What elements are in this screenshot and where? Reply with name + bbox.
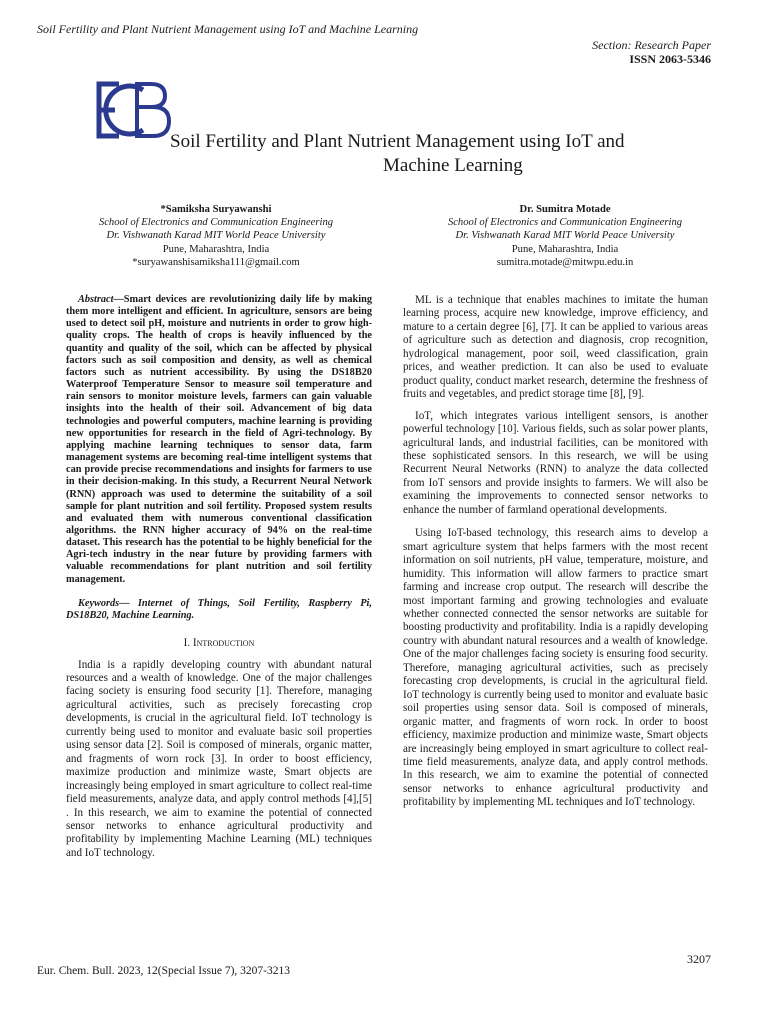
page-number: 3207 (687, 952, 711, 966)
abstract-label: Abstract (78, 294, 114, 305)
abstract-dash: — (113, 294, 124, 305)
author-affiliation: School of Electronics and Communication Engineering (447, 217, 683, 229)
author-university: Dr. Vishwanath Karad MIT World Peace University (106, 230, 326, 242)
abstract-text: Smart devices are revolutionizing daily life by making them more intelligent and efficient. In agriculture, sensors are being used to detect soil pH, moisture and nutrients in order to grow high-quality crops. The health of crops is heavily influenced by the quantity and quality of the soil, which can be affected by physical factors such as soil composition and density, as well as chemical factors such as nutrient accessibility. By using the DS18B20 Waterproof Temperature Sensor to measure soil temperature and rain sensors to monitor moisture levels, farmers can gain valuable insights into the health of their soil. Advancement of big data technologies and powerful computers, machine learning is providing new opportunities for research in the field of Agri-technology. By applying machine learning techniques to sensor data, farm management systems are becoming real-time intelligent systems that can provide precise recommendations and insights for farmers to use in their decision-making. In this study, a Recurrent Neural Network (RNN) approach was used to determine the suitability of a soil sample for plant nutrition and soil fertility. Proposed system results and evaluated them with numerous conventional classification algorithms. the RNN higher accuracy of 94% on the real-time dataset. This research has the potential to be highly beneficial for the Agri-tech industry in the near future by providing farmers with valuable recommendations for plant nutrition and soil fertility management. (66, 294, 372, 585)
title-line-2: Machine Learning (383, 155, 523, 176)
section-heading-introduction (66, 637, 372, 650)
author-block-2 (415, 203, 715, 269)
author-location: Pune, Maharashtra, India (162, 243, 270, 255)
author-location: Pune, Maharashtra, India (511, 243, 619, 255)
keywords-label: Keywords (78, 597, 120, 609)
section-label: Section: Research Paper (592, 38, 711, 52)
author-affiliation: School of Electronics and Communication Engineering (98, 217, 334, 229)
author-block-1 (66, 203, 366, 269)
left-column (66, 294, 372, 860)
author-university: Dr. Vishwanath Karad MIT World Peace University (455, 230, 675, 242)
keywords (66, 598, 372, 622)
paper-title (170, 130, 760, 178)
title-line-1: Soil Fertility and Plant Nutrient Management using IoT and (170, 131, 625, 152)
body-paragraph-iot: IoT, which integrates various intelligent sensors, is another powerful technology [10]. Various fields, such as solar power plants, agricultural lands, and industrial facilities, can be monitored with these sophisticated sensors. In this research, we will be using Recurrent Neural Networks (RNN) to analyze the data collected from IoT sensors and provide insights to farmers. We will also be examining the improvements to connected sensor networks to enhance the number of farmland operational developments. (403, 409, 708, 516)
body-paragraph-smart-agriculture: Using IoT-based technology, this research aims to develop a smart agriculture system that helps farmers with the most recent information on soil nutrients, pH value, temperature, moisture, and humidity. This information will allow farmers to practice smart farming and increase crop output. The research will describe the most important farming and growing technologies and evaluate whether connected connected the sensor networks are suitable for boosting productivity and profitability. India is a rapidly developing country with abundant natural resources and a wealth of knowledge. One of the major challenges facing society is ensuring food security. Therefore, managing agricultural activities, such as precisely forecasting crop developments, is crucial in the agricultural field. IoT technology is currently being used to monitor and evaluate basic soil properties using sensor data. Soil is composed of minerals, organic matter, and fragments of worn rock. In order to boost efficiency, maximize production and minimize waste, Smart objects are increasingly being employed in smart agriculture to collect real-time field measurements, analyze data, and apply control methods. In this research, we aim to examine the potential of connected sensor networks to enhance agricultural productivity and profitability by implementing ML techniques and IoT technology. (403, 527, 708, 809)
intro-paragraph: India is a rapidly developing country with abundant natural resources and a wealth of knowledge. One of the major challenges facing society is ensuring food security [1]. Therefore, managing agricultural activities, such as precisely forecasting crop developments, is crucial in the agricultural field. IoT technology is currently being used to monitor and evaluate basic soil properties using sensor data [2]. Soil is composed of minerals, organic matter, and fragments of worn rock [3]. In order to boost efficiency, maximize production and minimize waste, Smart objects are increasingly being employed in smart agriculture to collect real-time field measurements, analyze data, and apply control methods [4],[5] . In this research, we aim to examine the potential of connected sensor networks to enhance agricultural productivity and profitability by implementing Machine Learning (ML) techniques and IoT technology. (66, 658, 372, 859)
author-name: Dr. Sumitra Motade (519, 204, 611, 215)
issn: ISSN 2063-5346 (629, 52, 711, 66)
keywords-text: — Internet of Things, Soil Fertility, Raspberry Pi, DS18B20, Machine Learning. (66, 597, 372, 621)
logo-mark (99, 84, 169, 136)
section-numeral: I. (183, 637, 191, 650)
author-email: *suryawanshisamiksha111@gmail.com (132, 256, 300, 268)
running-header: Soil Fertility and Plant Nutrient Management using IoT and Machine Learning (37, 22, 419, 36)
abstract (66, 294, 372, 586)
author-name: *Samiksha Suryawanshi (160, 204, 272, 215)
journal-logo (93, 76, 173, 144)
journal-citation: Eur. Chem. Bull. 2023, 12(Special Issue 7), 3207-3213 (37, 965, 290, 977)
section-title: Introduction (192, 637, 255, 650)
right-column (403, 294, 708, 810)
body-paragraph-ml: ML is a technique that enables machines to imitate the human learning process, acquire new knowledge, improve efficiency, and mature to a certain degree [6], [7]. It can be applied to various areas of agriculture such as detection and diagnosis, crop recognition, hydrological management, poor soil, weed classification, grain prices, and weather prediction. It can also be used to evaluate product quality, conduct market research, determine the freshness of fruits and vegetables, and predict storage time [8], [9]. (403, 294, 708, 401)
author-email: sumitra.motade@mitwpu.edu.in (496, 256, 634, 268)
